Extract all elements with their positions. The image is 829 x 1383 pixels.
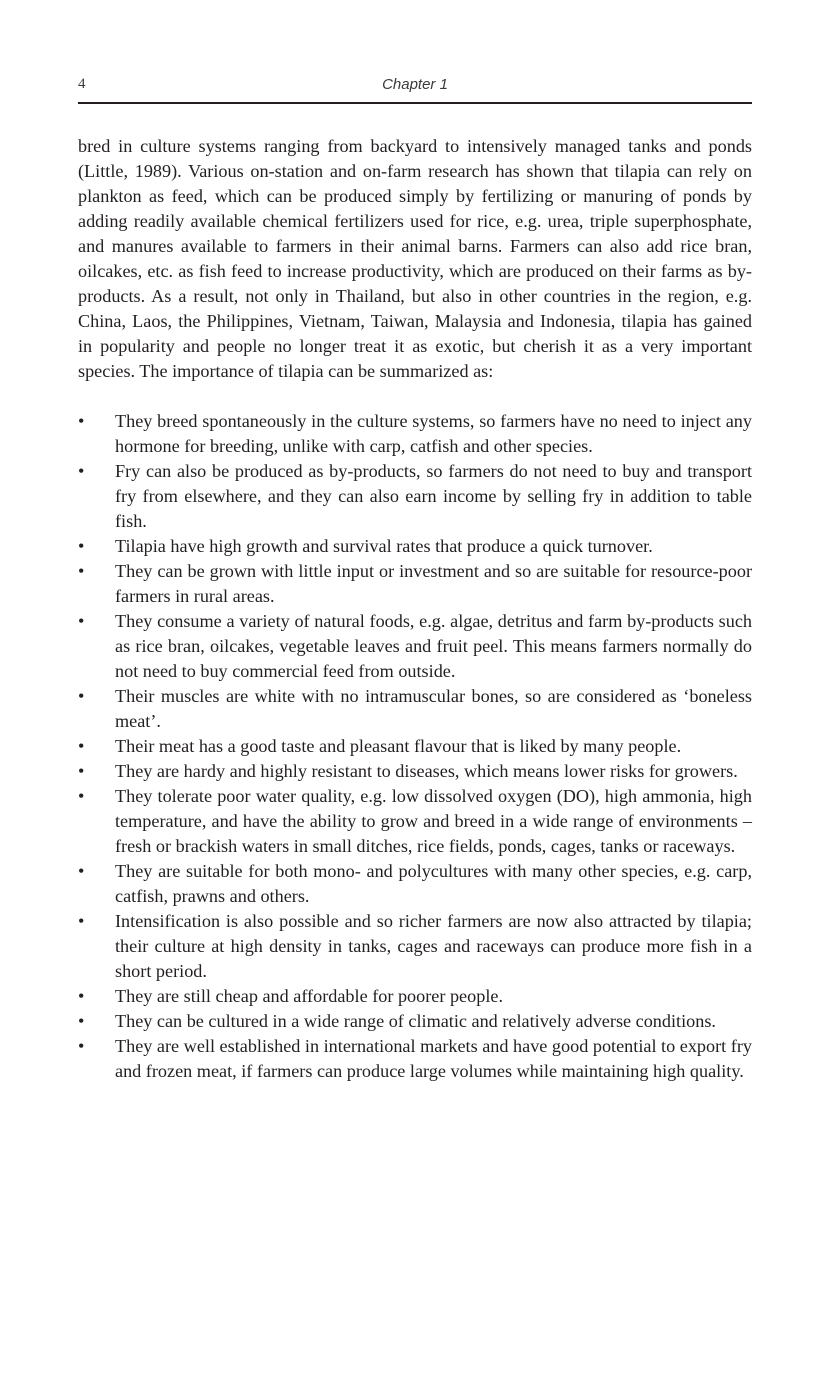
list-item xyxy=(78,909,752,984)
list-item xyxy=(78,784,752,859)
list-item-text: They are hardy and highly resistant to diseases, which means lower risks for growers. xyxy=(115,761,738,781)
list-item xyxy=(78,534,752,559)
list-item-text: They are suitable for both mono- and polycultures with many other species, e.g. carp, catfish, prawns and others. xyxy=(115,861,752,906)
list-item-text: They can be grown with little input or investment and so are suitable for resource-poor farmers in rural areas. xyxy=(115,561,752,606)
list-item xyxy=(78,609,752,684)
list-item xyxy=(78,684,752,734)
list-item-text: They breed spontaneously in the culture systems, so farmers have no need to inject any hormone for breeding, unlike with carp, catfish and other species. xyxy=(115,411,752,456)
bullet-icon: • xyxy=(78,461,85,481)
list-item-text: They are well established in international markets and have good potential to export fry and frozen meat, if farmers can produce large volumes while maintaining high quality. xyxy=(115,1036,752,1081)
list-item-text: They can be cultured in a wide range of climatic and relatively adverse conditions. xyxy=(115,1011,716,1031)
list-item-text: Their muscles are white with no intramuscular bones, so are considered as ‘boneless meat’. xyxy=(115,686,752,731)
running-header xyxy=(78,74,752,96)
list-item xyxy=(78,759,752,784)
list-item xyxy=(78,1009,752,1034)
list-item-text: They consume a variety of natural foods, e.g. algae, detritus and farm by-products such as rice bran, oilcakes, vegetable leaves and fruit peel. This means farmers normally do not need to buy commercial feed from outside. xyxy=(115,611,752,681)
importance-list xyxy=(78,409,752,1084)
list-item-text: Tilapia have high growth and survival rates that produce a quick turnover. xyxy=(115,536,653,556)
list-item-text: They are still cheap and affordable for poorer people. xyxy=(115,986,503,1006)
bullet-icon: • xyxy=(78,911,85,931)
bullet-icon: • xyxy=(78,411,85,431)
bullet-icon: • xyxy=(78,561,85,581)
intro-paragraph: bred in culture systems ranging from backyard to intensively managed tanks and ponds (Little, 1989). Various on-station and on-farm research has shown that tilapia can rely on plankton as feed, which can be produced simply by fertilizing or manuring of ponds by adding readily available chemical fertilizers used for rice, e.g. urea, triple superphosphate, and manures available to farmers in their animal barns. Farmers can also add rice bran, oilcakes, etc. as fish feed to increase productivity, which are produced on their farms as by-products. As a result, not only in Thailand, but also in other countries in the region, e.g. China, Laos, the Philippines, Vietnam, Taiwan, Malaysia and Indonesia, tilapia has gained in popularity and people no longer treat it as exotic, but cherish it as a very important species. The importance of tilapia can be summarized as: xyxy=(78,136,752,381)
list-item xyxy=(78,984,752,1009)
bullet-icon: • xyxy=(78,1036,85,1056)
header-rule xyxy=(78,102,752,104)
bullet-icon: • xyxy=(78,686,85,706)
list-item xyxy=(78,559,752,609)
bullet-icon: • xyxy=(78,536,85,556)
body-text xyxy=(78,134,752,1084)
list-item-text: Their meat has a good taste and pleasant flavour that is liked by many people. xyxy=(115,736,682,756)
bullet-icon: • xyxy=(78,786,85,806)
list-item-text: They tolerate poor water quality, e.g. low dissolved oxygen (DO), high ammonia, high temperature, and have the ability to grow and breed in a wide range of environments – fresh or brackish waters in small ditches, rice fields, ponds, cages, tanks or raceways. xyxy=(115,786,752,856)
list-item xyxy=(78,1034,752,1084)
list-item-text: Fry can also be produced as by-products, so farmers do not need to buy and transport fry from elsewhere, and they can also earn income by selling fry in addition to table fish. xyxy=(115,461,752,531)
list-item xyxy=(78,859,752,909)
bullet-icon: • xyxy=(78,761,85,781)
list-item xyxy=(78,734,752,759)
list-item-text: Intensification is also possible and so richer farmers are now also attracted by tilapia; their culture at high density in tanks, cages and raceways can produce more fish in a short period. xyxy=(115,911,752,981)
chapter-title: Chapter 1 xyxy=(382,76,448,93)
bullet-icon: • xyxy=(78,736,85,756)
bullet-icon: • xyxy=(78,986,85,1006)
bullet-icon: • xyxy=(78,1011,85,1031)
bullet-icon: • xyxy=(78,861,85,881)
page-number: 4 xyxy=(78,76,86,92)
list-item xyxy=(78,459,752,534)
bullet-icon: • xyxy=(78,611,85,631)
list-item xyxy=(78,409,752,459)
